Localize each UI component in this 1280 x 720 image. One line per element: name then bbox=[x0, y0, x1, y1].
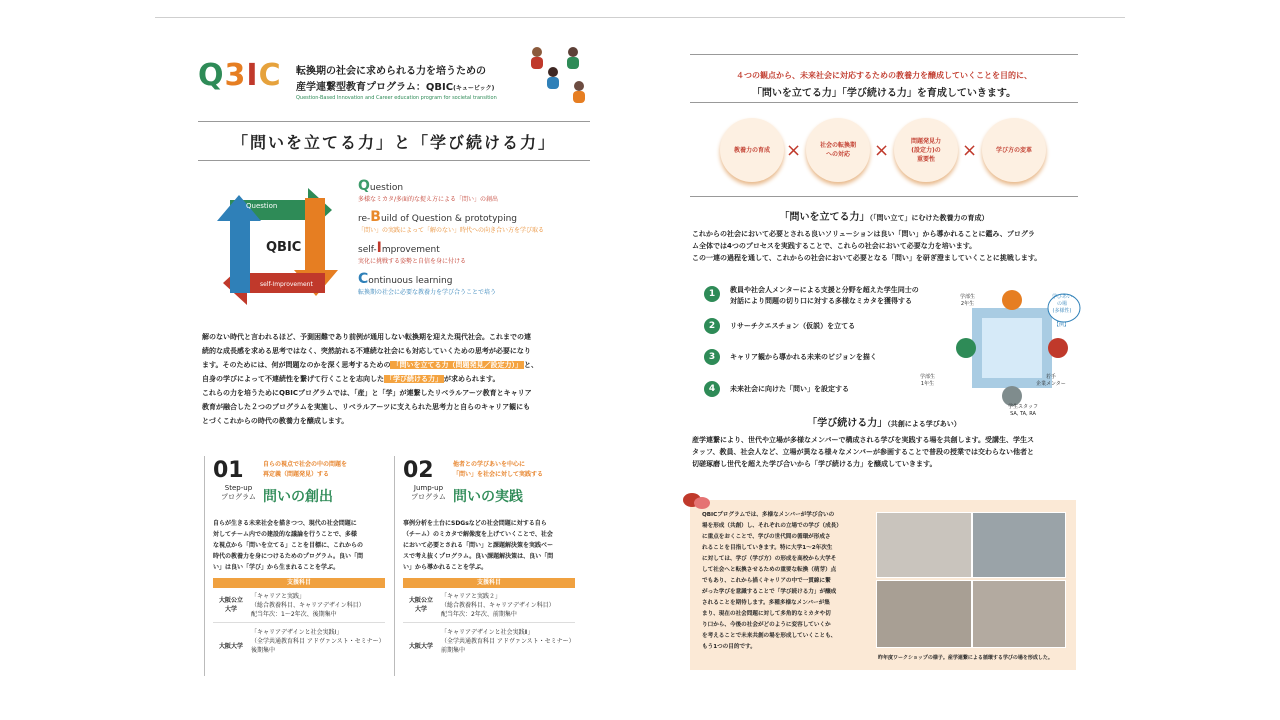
step-description: 事例分析を土台にSDGsなどの社会問題に対する自ら （チーム）のミカタで解像度を上げていくことで、社会 において必要とされる「問い」と課題解決策を実践ベー スで考え抜くプログラム。良い課題解決策は、良い「問 い」から導かれることを学ぶ。 bbox=[403, 520, 554, 571]
step-subtitle: 他者との学びあいを中心に 「問い」を社会に対して実践する bbox=[453, 461, 544, 478]
divider bbox=[690, 54, 1078, 55]
row-divider bbox=[213, 622, 385, 623]
step-01-box bbox=[204, 456, 385, 676]
course-info: 「キャリアデザインと社会実践Ⅰ」 （全学共通教育科目 アドヴァンスト・セミナー） 後期集中 bbox=[251, 629, 385, 654]
circle-learning-change: 学び方の変革 bbox=[982, 118, 1046, 182]
circle-liberal-arts: 教養力の育成 bbox=[720, 118, 784, 182]
workshop-photo bbox=[876, 580, 972, 648]
step-title: 問いの創出 bbox=[263, 489, 333, 505]
process-number: 1 bbox=[704, 286, 720, 302]
board-label: 学部生 2年生 bbox=[960, 294, 976, 307]
divider bbox=[690, 102, 1078, 103]
row-divider bbox=[403, 622, 575, 623]
circle-problem-finding: 問題発見力 (設定力)の 重要性 bbox=[894, 118, 958, 182]
support-courses-bar: 支援科目 bbox=[213, 578, 385, 588]
step-description: 自らが生きる未来社会を描きつつ、現代の社会問題に 対してチーム内での建設的な議論を行うことで、多様 な視点から「問いを立てる」ことを目標に、これからの 時代の教養力を身につけるためのプログラム。良い「問 い」は良い「学び」から生まれることを学ぶ。 bbox=[213, 520, 364, 571]
step-subtitle: 自らの視点で社会の中の問題を 再定義（問題発見）する bbox=[263, 461, 348, 478]
step-label: Jump-up プログラム bbox=[411, 484, 446, 501]
university-name: 大阪大学 bbox=[408, 643, 433, 650]
cycle-label-bottom: self-Improvement bbox=[260, 281, 313, 288]
speech-bubble-icon bbox=[682, 492, 712, 512]
pillar-b: re-Build of Question & prototyping 「問い」の実践によって「解のない」時代への向き合い方を学び取る bbox=[358, 209, 545, 234]
university-name: 大阪公立 大学 bbox=[218, 597, 243, 613]
step-title: 問いの実践 bbox=[453, 489, 523, 505]
board-label: 若手 企業メンター bbox=[1036, 374, 1066, 387]
step-number: 02 bbox=[403, 458, 434, 483]
header-title-line2: 産学連繋型教育プログラム：QBIC(キュービック) bbox=[296, 82, 495, 93]
process-number: 4 bbox=[704, 381, 720, 397]
board-label: 学部生 1年生 bbox=[920, 374, 936, 387]
cycle-label-top: Question bbox=[246, 202, 278, 210]
university-name: 大阪公立 大学 bbox=[408, 597, 433, 613]
course-info: 「キャリアと実践」 （総合教養科目、キャリアデザイン科目） 配当年次：1〜2年次、後期集中 bbox=[251, 593, 365, 618]
course-info: 「キャリアと実践２」 （総合教養科目、キャリアデザイン科目） 配当年次：2年次、前期集中 bbox=[441, 593, 555, 618]
pillar-c: Continuous learning 転換期の社会に必要な教養力を学び合うことで培う bbox=[358, 271, 497, 296]
cycle-center: QBIC bbox=[266, 240, 302, 255]
section-learning-body: 産学連繋により、世代や立場が多様なメンバーで構成される学びを実践する場を共創します。受講生、学生ス タッフ、教員、社会人など、立場が異なる様々なメンバーが参画することで普段の授業では交わらない他者と 切磋琢磨し世代を超えた学び合いから「学び続ける力」を醸成していきます。 bbox=[692, 436, 1034, 468]
cross-icon: × bbox=[786, 140, 802, 161]
board-label: 【例】 bbox=[1054, 322, 1070, 328]
process-number: 2 bbox=[704, 318, 720, 334]
university-name: 大阪大学 bbox=[218, 643, 243, 650]
qbic-logo: Q3IC bbox=[198, 58, 282, 93]
photo-caption: 昨年度ワークショップの様子。産学連繋による循環する学びの場を形成した。 bbox=[878, 655, 1053, 661]
highlight-question: 「問いを立てる力（問題発見／設定力）」 bbox=[392, 361, 522, 369]
pillar-i: self-Improvement 実化に挑戦する姿勢と自信を身に付ける bbox=[358, 240, 467, 265]
program-info-text: QBICプログラムでは、多様なメンバーが学び合いの 場を形成（共創）し、それぞれの立場での学び（成長） に重点をおくことで、学びの世代間の循環が形成さ れることを目指していきます。特に大学1〜2年次生 に対しては、学び（学び方）の形成を高校から大学そ して社会へと転換させるための重要な転換（萌芽）点 でもあり、これから描くキャリアの中で一貫線に繋 がった学びを意識することで「学び続ける力」が醸成 されることを期待します。多種多様なメンバーが集 まり、現在の社会問題に対して多角的なミカタや切 り口から、今後の社会がどのように変容していくか を考えることで未来共創の場を形成していくことも、 もう1つの目的です。 bbox=[702, 512, 842, 650]
course-info: 「キャリアデザインと社会実践Ⅱ」 （全学共通教育科目 アドヴァンスト・セミナー） 前期集中 bbox=[441, 629, 575, 654]
main-title: 「問いを立てる力」と「学び続ける力」 bbox=[231, 133, 556, 152]
step-label: Step-up プログラム bbox=[221, 484, 256, 501]
workshop-photo bbox=[972, 580, 1066, 648]
cross-icon: × bbox=[962, 140, 978, 161]
board-label: 学生スタッフ SA, TA, RA bbox=[1008, 404, 1039, 417]
section-learning-title: 「学び続ける力」（共創による学びあい） bbox=[807, 418, 961, 429]
people-illustration bbox=[523, 42, 593, 112]
pillar-q: Question 多様なミカタ/多面的な捉え方による「問い」の創出 bbox=[358, 178, 499, 203]
board-label: 学びあい の場 (多様性) bbox=[1052, 294, 1073, 314]
top-divider bbox=[155, 17, 1125, 18]
header-title-line1: 転換期の社会に求められる力を培うための bbox=[296, 66, 486, 77]
pillar-list bbox=[358, 178, 593, 302]
workshop-photo bbox=[972, 512, 1066, 578]
process-step-3: キャリア観から導かれる未来のビジョンを描く bbox=[730, 353, 877, 361]
section-question-title: 「問いを立てる力」（「問い立て」にむけた教養力の育成） bbox=[779, 212, 989, 223]
process-number: 3 bbox=[704, 349, 720, 365]
header-title-en: Question-Based Innovation and Career education program for societal transition bbox=[296, 95, 497, 101]
cross-icon: × bbox=[874, 140, 890, 161]
section-question-body: これからの社会において必要とされる良いソリューションは良い「問い」から導かれることに鑑み、プログラ ム全体では4つのプロセスを実践することで、これらの社会において必要な力を培います。 この一連の過程を通して、これからの社会において必要となる「問い」を研ぎ澄ましていくことに挑戦します。 bbox=[692, 230, 1042, 262]
process-step-2: リサーチクエスチョン（仮説）を立てる bbox=[730, 322, 856, 330]
right-intro-line2: 「問いを立てる力」「学び続ける力」を育成していきます。 bbox=[751, 88, 1017, 99]
support-courses-bar: 支援科目 bbox=[403, 578, 575, 588]
process-step-4: 未来社会に向けた「問い」を設定する bbox=[730, 385, 849, 393]
divider bbox=[690, 196, 1078, 197]
program-info-box bbox=[690, 500, 1076, 670]
highlight-learning: 「学び続ける力」 bbox=[386, 375, 442, 383]
circle-transition: 社会の転換期 への対応 bbox=[806, 118, 870, 182]
intro-paragraph: 解のない時代と言われるほど、予測困難であり前例が通用しない転換期を迎えた現代社会。これまでの連 続的な成長感を求める思考ではなく、突然訪れる不連続な社会にも対応していくための思考が必要になり ます。そのためには、何が問題なのかを深く思考するための 「問いを立てる力（問題発見／設定力）」 と、 自身の学びによって不連続性を繋げて行くことを志向した 「学び続ける力」 が求められます。 これらの力を培うためにQBICプログラムでは、「産」と「学」が連繋したリベラルアーツ教育とキャリア 教育が融合した２つのプログラムを実施し、リベラルアーツに支えられた思考力と自らのキャリア観にも とづくこれからの時代の教養力を醸成します。 bbox=[202, 333, 538, 425]
step-02-box bbox=[394, 456, 575, 676]
divider bbox=[198, 160, 590, 161]
workshop-photo bbox=[876, 512, 972, 578]
qbic-cycle-diagram bbox=[210, 178, 345, 313]
step-number: 01 bbox=[213, 458, 244, 483]
right-intro-line1: ４つの観点から、未来社会に対応するための教養力を醸成していくことを目的に、 bbox=[736, 71, 1032, 80]
process-step-1: 教員や社会人メンターによる支援と分野を超えた学生同士の 対話により問題の切り口に対する多様なミカタを獲得する bbox=[730, 286, 919, 305]
divider bbox=[198, 121, 590, 122]
